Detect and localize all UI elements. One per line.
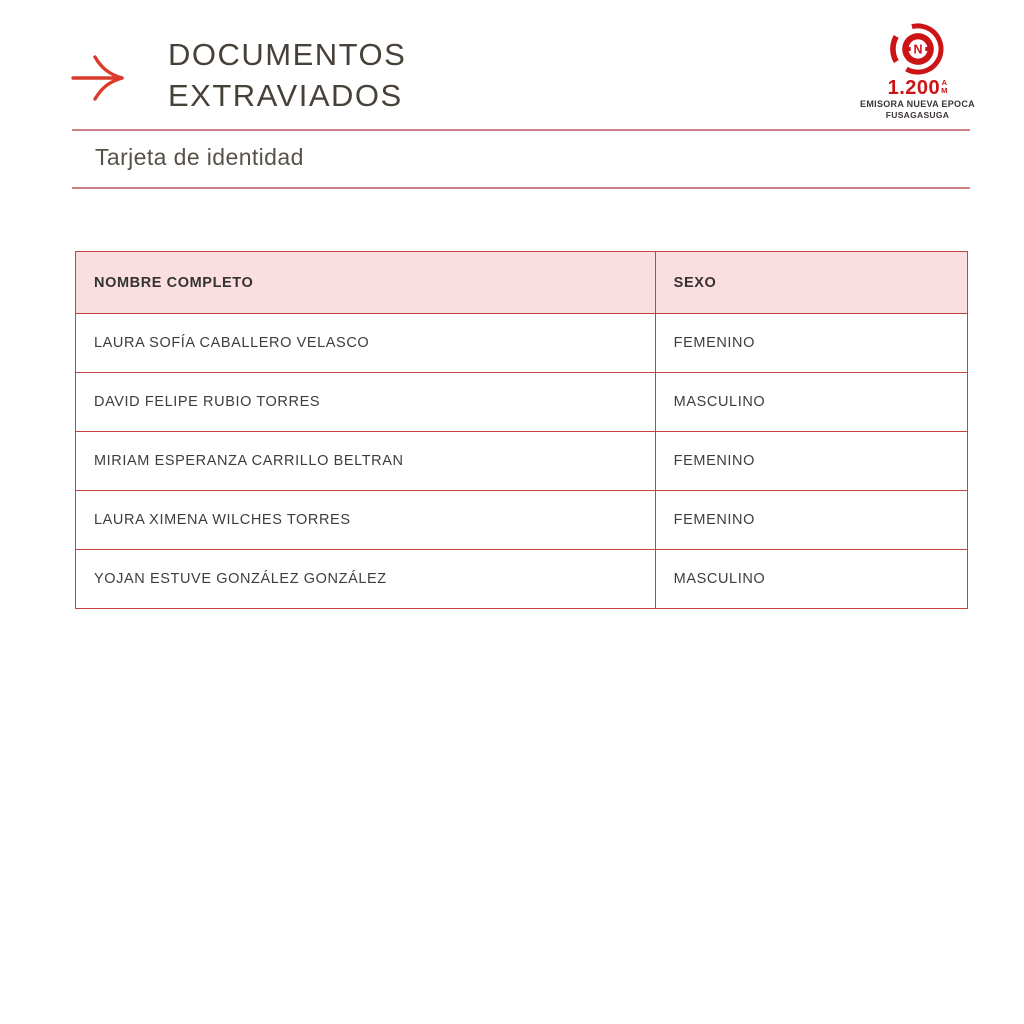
table-row bbox=[76, 372, 967, 431]
radio-emblem-icon bbox=[885, 16, 951, 82]
cell-sexo: MASCULINO bbox=[655, 373, 967, 431]
table-header-row bbox=[76, 252, 967, 313]
header-cell-nombre: NOMBRE COMPLETO bbox=[94, 274, 254, 291]
am-band-label: A M bbox=[941, 78, 948, 95]
documents-table bbox=[75, 251, 968, 609]
page-title-line2: EXTRAVIADOS bbox=[168, 78, 403, 113]
station-logo bbox=[845, 16, 990, 120]
table-row bbox=[76, 490, 967, 549]
station-city: FUSAGASUGA bbox=[885, 110, 950, 120]
cell-nombre: LAURA SOFÍA CABALLERO VELASCO bbox=[94, 335, 370, 351]
frequency-number: 1.200 bbox=[887, 77, 941, 99]
header-cell-sexo: SEXO bbox=[655, 252, 967, 313]
page-title-line1: DOCUMENTOS bbox=[168, 37, 407, 72]
table-row bbox=[76, 431, 967, 490]
cell-sexo: FEMENINO bbox=[655, 314, 967, 372]
cell-sexo: MASCULINO bbox=[655, 550, 967, 608]
table-row bbox=[76, 549, 967, 608]
arrow-right-icon bbox=[70, 50, 126, 106]
table-row bbox=[76, 313, 967, 372]
cell-nombre: LAURA XIMENA WILCHES TORRES bbox=[94, 512, 351, 528]
divider-line-top bbox=[72, 129, 970, 131]
cell-nombre: DAVID FELIPE RUBIO TORRES bbox=[94, 394, 321, 410]
svg-text:N: N bbox=[912, 42, 923, 57]
document-type-subtitle: Tarjeta de identidad bbox=[95, 144, 304, 170]
arrow-icon bbox=[70, 50, 126, 106]
divider-line-bottom bbox=[72, 187, 970, 189]
page-title bbox=[168, 34, 406, 116]
frequency-label bbox=[845, 78, 990, 98]
cell-nombre: MIRIAM ESPERANZA CARRILLO BELTRAN bbox=[94, 453, 404, 469]
station-name: EMISORA NUEVA EPOCA bbox=[860, 99, 975, 109]
cell-sexo: FEMENINO bbox=[655, 491, 967, 549]
cell-sexo: FEMENINO bbox=[655, 432, 967, 490]
cell-nombre: YOJAN ESTUVE GONZÁLEZ GONZÁLEZ bbox=[94, 571, 387, 587]
